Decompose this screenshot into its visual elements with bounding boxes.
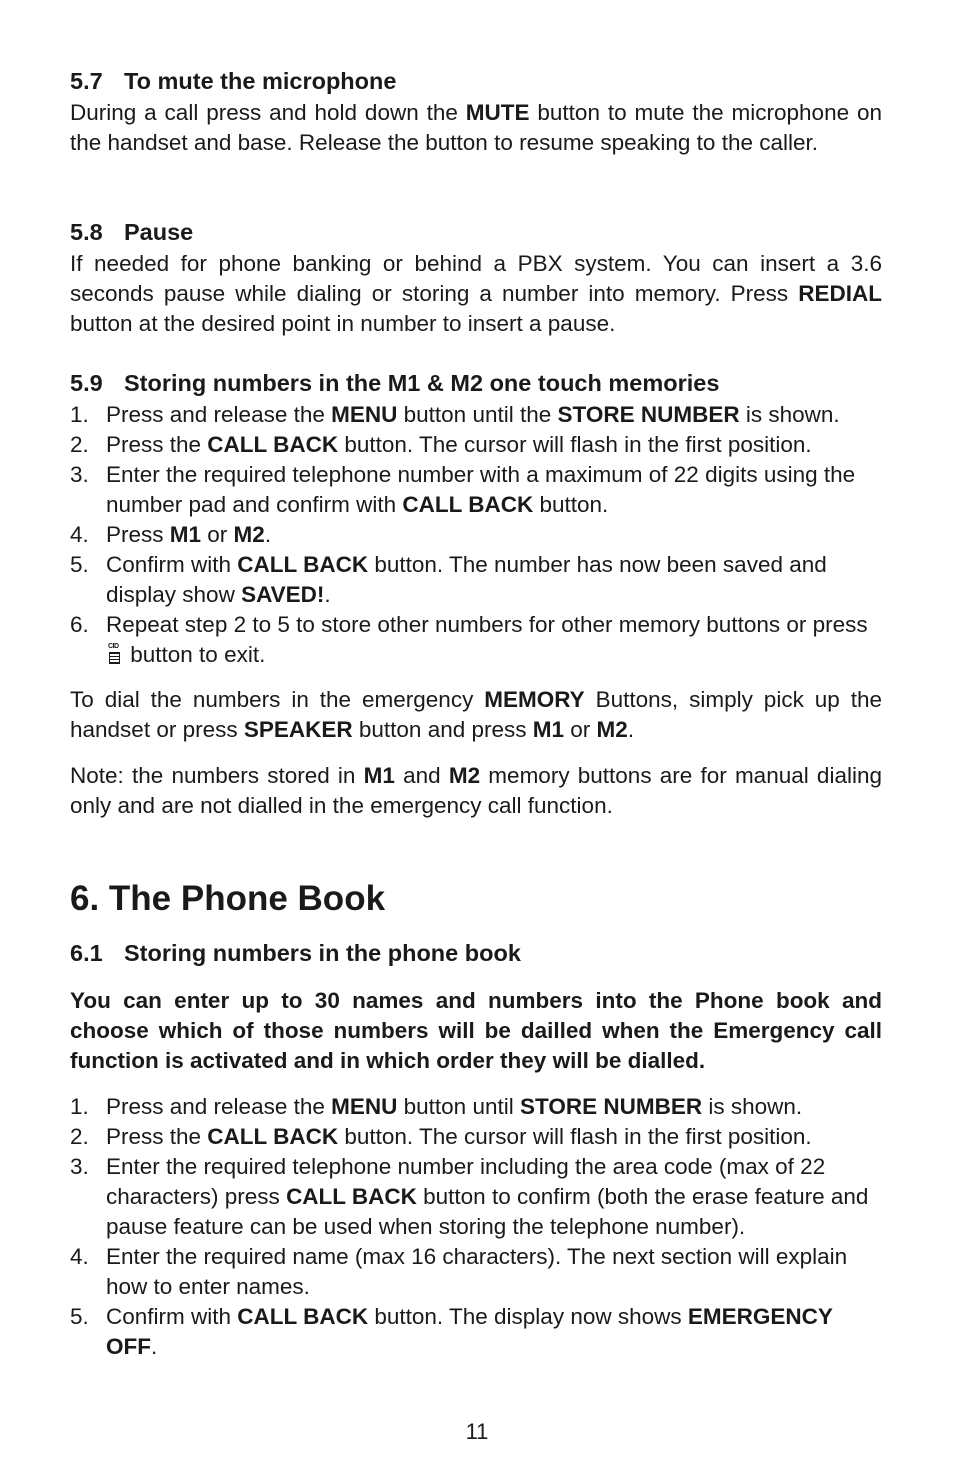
text: button until — [397, 1094, 520, 1119]
bold-term: REDIAL — [798, 281, 882, 306]
phonebook-steps-list — [70, 1092, 882, 1362]
text: . — [264, 522, 272, 547]
section-heading-5-7 — [70, 66, 396, 96]
bold-term: M1 — [363, 763, 395, 788]
text: button to confirm (both the erase feature and pause feature can be used when storing the telephone number). — [106, 1184, 869, 1239]
section-number: 6.1 — [70, 940, 103, 966]
section-heading-5-8 — [70, 217, 193, 247]
text: button to mute the microphone on the handset and base. Release the button to resume speaking to the caller. — [70, 100, 883, 155]
list-item — [70, 1152, 882, 1242]
text: Press and release the — [106, 402, 332, 427]
section-title: Storing numbers in the M1 & M2 one touch memories — [124, 370, 720, 396]
text: Enter the required telephone number with a maximum of 22 digits using the number pad and confirm with — [106, 462, 856, 517]
text: button. The display now shows — [368, 1304, 688, 1329]
list-item — [70, 430, 882, 460]
section-title: Storing numbers in the phone book — [124, 940, 521, 966]
bold-term: M2 — [448, 763, 481, 788]
item-number: 6. — [70, 612, 89, 637]
text: button and press — [352, 717, 533, 742]
chapter-title: 6. The Phone Book — [70, 879, 386, 918]
cid-icon-body — [109, 652, 120, 664]
item-number: 4. — [70, 522, 89, 547]
list-item — [70, 1092, 882, 1122]
text: button until the — [397, 402, 558, 427]
page-number: 11 — [465, 1419, 489, 1444]
cid-button-icon — [108, 643, 122, 665]
section-number: 5.8 — [70, 219, 103, 245]
bold-term: EMERGENCY OFF — [106, 1304, 833, 1359]
text: . — [324, 582, 331, 607]
bold-term: CALL BACK — [237, 1304, 369, 1329]
cid-icon-label: CID — [108, 643, 119, 650]
text: Press — [106, 522, 170, 547]
text: . — [627, 717, 635, 742]
text: button at the desired point in number to insert a pause. — [70, 311, 616, 336]
item-number: 2. — [70, 432, 89, 457]
bold-term: STORE NUMBER — [557, 402, 740, 427]
text: Press the — [106, 1124, 208, 1149]
item-number: 3. — [70, 462, 89, 487]
text: During a call press and hold down the — [70, 100, 466, 125]
text: Press the — [106, 432, 208, 457]
text: Press and release the — [106, 1094, 332, 1119]
item-number: 2. — [70, 1124, 89, 1149]
section-number: 5.7 — [70, 68, 103, 94]
text: To dial the numbers in the emergency — [70, 687, 485, 712]
list-item — [70, 1242, 882, 1302]
item-number: 4. — [70, 1244, 89, 1269]
memory-steps-list — [70, 400, 882, 670]
bold-term: M1 — [532, 717, 565, 742]
list-item — [70, 550, 882, 610]
list-item — [70, 400, 882, 430]
bold-term: CALL BACK — [237, 552, 369, 577]
section-heading-5-9 — [70, 368, 719, 398]
item-number: 1. — [70, 402, 89, 427]
text: Enter the required name (max 16 characters). The next section will explain how to enter names. — [106, 1244, 848, 1299]
list-item — [70, 460, 882, 520]
text: button to exit. — [124, 642, 266, 667]
text: Note: the numbers stored in — [70, 763, 364, 788]
list-item — [70, 610, 882, 670]
bold-term: MEMORY — [484, 687, 585, 712]
list-item — [70, 1122, 882, 1152]
text: button. The cursor will flash in the first position. — [338, 1124, 812, 1149]
item-number: 5. — [70, 1304, 89, 1329]
section-title: Pause — [124, 219, 194, 245]
text: Buttons, simply pick up the handset or press — [70, 687, 882, 742]
bold-term: SAVED! — [241, 582, 325, 607]
list-item — [70, 520, 882, 550]
bold-term: SPEAKER — [243, 717, 353, 742]
item-number: 3. — [70, 1154, 89, 1179]
bold-term: CALL BACK — [207, 432, 339, 457]
text: is shown. — [702, 1094, 803, 1119]
text: Confirm with — [106, 1304, 238, 1329]
bold-term: MENU — [331, 402, 398, 427]
bold-term: M2 — [233, 522, 265, 547]
bold-term: CALL BACK — [286, 1184, 417, 1209]
section-heading-6-1 — [70, 938, 521, 968]
text: If needed for phone banking or behind a PBX system. You can insert a 3.6 seconds pause while dialing or storing a number into memory. Press — [70, 251, 882, 306]
dial-memory-paragraph — [70, 685, 882, 745]
text: or — [201, 522, 234, 547]
mute-paragraph — [70, 98, 882, 158]
note-paragraph — [70, 761, 882, 821]
section-number: 5.9 — [70, 370, 103, 396]
text: button. The number has now been saved and display show — [106, 552, 827, 607]
text: . — [151, 1334, 158, 1359]
text: or — [564, 717, 597, 742]
section-title: To mute the microphone — [124, 68, 397, 94]
bold-term: MUTE — [465, 100, 530, 125]
bold-term: MENU — [331, 1094, 398, 1119]
text: Enter the required telephone number including the area code (max of 22 characters) press — [106, 1154, 826, 1209]
bold-term: CALL BACK — [207, 1124, 339, 1149]
pause-paragraph — [70, 249, 882, 339]
text: button. — [533, 492, 609, 517]
item-number: 1. — [70, 1094, 89, 1119]
phonebook-intro: You can enter up to 30 names and numbers into the Phone book and choose which of those numbers will be dailled when the Emergency call function is activated and in which order they will be dialled. — [70, 988, 882, 1073]
text: button. The cursor will flash in the first position. — [338, 432, 812, 457]
text: memory buttons are for manual dialing only and are not dialled in the emergency call function. — [70, 763, 882, 818]
text: is shown. — [739, 402, 840, 427]
bold-term: CALL BACK — [402, 492, 534, 517]
bold-term: M2 — [596, 717, 628, 742]
item-number: 5. — [70, 552, 89, 577]
text: Confirm with — [106, 552, 238, 577]
bold-term: M1 — [169, 522, 202, 547]
bold-term: STORE NUMBER — [519, 1094, 703, 1119]
text: Repeat step 2 to 5 to store other numbers for other memory buttons or press — [106, 612, 868, 637]
list-item — [70, 1302, 882, 1362]
text: and — [394, 763, 449, 788]
